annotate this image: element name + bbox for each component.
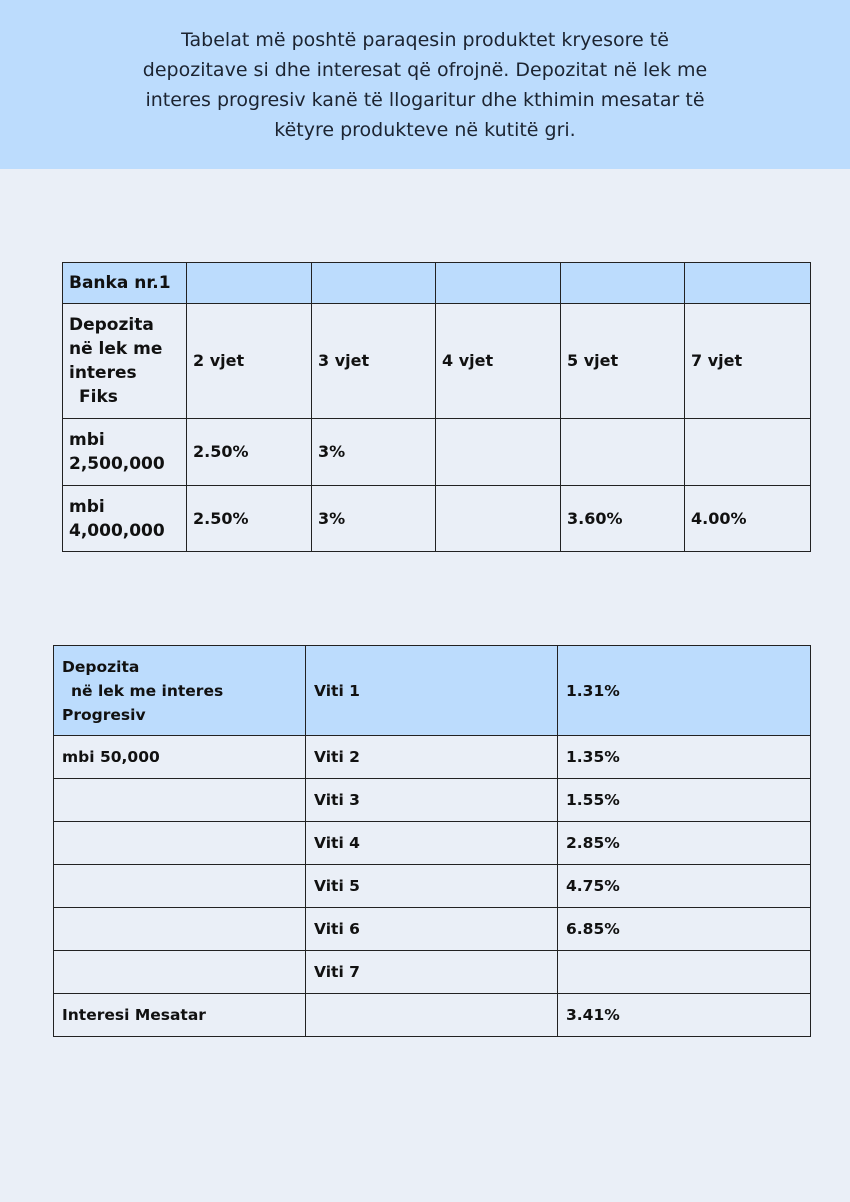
amount-label — [54, 779, 306, 822]
table-row — [54, 994, 811, 1037]
term-header: 5 vjet — [561, 304, 685, 419]
rate-cell — [685, 419, 811, 486]
label-line: Depozita — [62, 657, 140, 676]
rate-cell: 2.50% — [187, 419, 312, 486]
label-line: 4,000,000 — [69, 520, 165, 541]
rate-cell: 3.60% — [561, 486, 685, 552]
table-row — [54, 736, 811, 779]
term-header: 3 vjet — [312, 304, 436, 419]
term-header: 4 vjet — [436, 304, 561, 419]
intro-line: depozitave si dhe interesat që ofrojnë. Depozitat në lek me — [142, 59, 708, 81]
amount-label — [54, 822, 306, 865]
table-row — [54, 779, 811, 822]
rate-cell: 2.50% — [187, 486, 312, 552]
rate-cell: 3% — [312, 486, 436, 552]
intro-line: Tabelat më poshtë paraqesin produktet kryesore të — [181, 29, 669, 51]
label-line: interes — [69, 363, 137, 383]
bank-name: Banka nr.1 — [63, 263, 187, 304]
label-line: Progresiv — [62, 705, 146, 724]
year-cell: Viti 1 — [306, 646, 558, 736]
table-cell — [685, 263, 811, 304]
table-row — [54, 822, 811, 865]
label-line: 2,500,000 — [69, 454, 165, 474]
progressive-interest-table — [53, 645, 811, 1037]
intro-line: këtyre produkteve në kutitë gri. — [274, 119, 576, 141]
rate-cell — [436, 486, 561, 552]
term-header: 7 vjet — [685, 304, 811, 419]
rate-cell — [561, 419, 685, 486]
progressive-header-label — [54, 646, 306, 736]
rate-cell: 1.31% — [558, 646, 811, 736]
table-row — [63, 263, 811, 304]
year-cell: Viti 2 — [306, 736, 558, 779]
table-cell — [187, 263, 312, 304]
label-line: mbi — [69, 496, 105, 517]
rate-cell: 1.35% — [558, 736, 811, 779]
rate-cell: 6.85% — [558, 908, 811, 951]
intro-text — [100, 25, 750, 145]
year-cell: Viti 6 — [306, 908, 558, 951]
label-line: në lek me interes — [71, 681, 224, 700]
rate-cell: 3% — [312, 419, 436, 486]
table-row — [54, 951, 811, 994]
rate-cell: 1.55% — [558, 779, 811, 822]
table-row — [54, 908, 811, 951]
fixed-interest-table — [62, 262, 811, 552]
rate-cell — [436, 419, 561, 486]
rate-cell: 2.85% — [558, 822, 811, 865]
year-cell — [306, 994, 558, 1037]
year-cell: Viti 5 — [306, 865, 558, 908]
table-cell — [312, 263, 436, 304]
table-row — [63, 304, 811, 419]
amount-label: mbi 50,000 — [54, 736, 306, 779]
amount-label — [63, 419, 187, 486]
label-line: në lek me — [69, 339, 163, 359]
amount-label — [54, 908, 306, 951]
label-line: Depozita — [69, 315, 154, 335]
amount-label — [54, 865, 306, 908]
fixed-header-label — [63, 304, 187, 419]
average-rate-cell: 3.41% — [558, 994, 811, 1037]
table-cell — [561, 263, 685, 304]
label-line: Fiks — [79, 387, 118, 407]
table-row — [54, 646, 811, 736]
table-row — [54, 865, 811, 908]
year-cell: Viti 7 — [306, 951, 558, 994]
rate-cell: 4.75% — [558, 865, 811, 908]
average-label: Interesi Mesatar — [54, 994, 306, 1037]
intro-line: interes progresiv kanë të llogaritur dhe kthimin mesatar të — [145, 89, 705, 111]
term-header: 2 vjet — [187, 304, 312, 419]
table-row — [63, 419, 811, 486]
label-line: mbi — [69, 430, 105, 450]
table-cell — [436, 263, 561, 304]
year-cell: Viti 3 — [306, 779, 558, 822]
table-row — [63, 486, 811, 552]
rate-cell — [558, 951, 811, 994]
rate-cell: 4.00% — [685, 486, 811, 552]
amount-label — [54, 951, 306, 994]
amount-label — [63, 486, 187, 552]
year-cell: Viti 4 — [306, 822, 558, 865]
